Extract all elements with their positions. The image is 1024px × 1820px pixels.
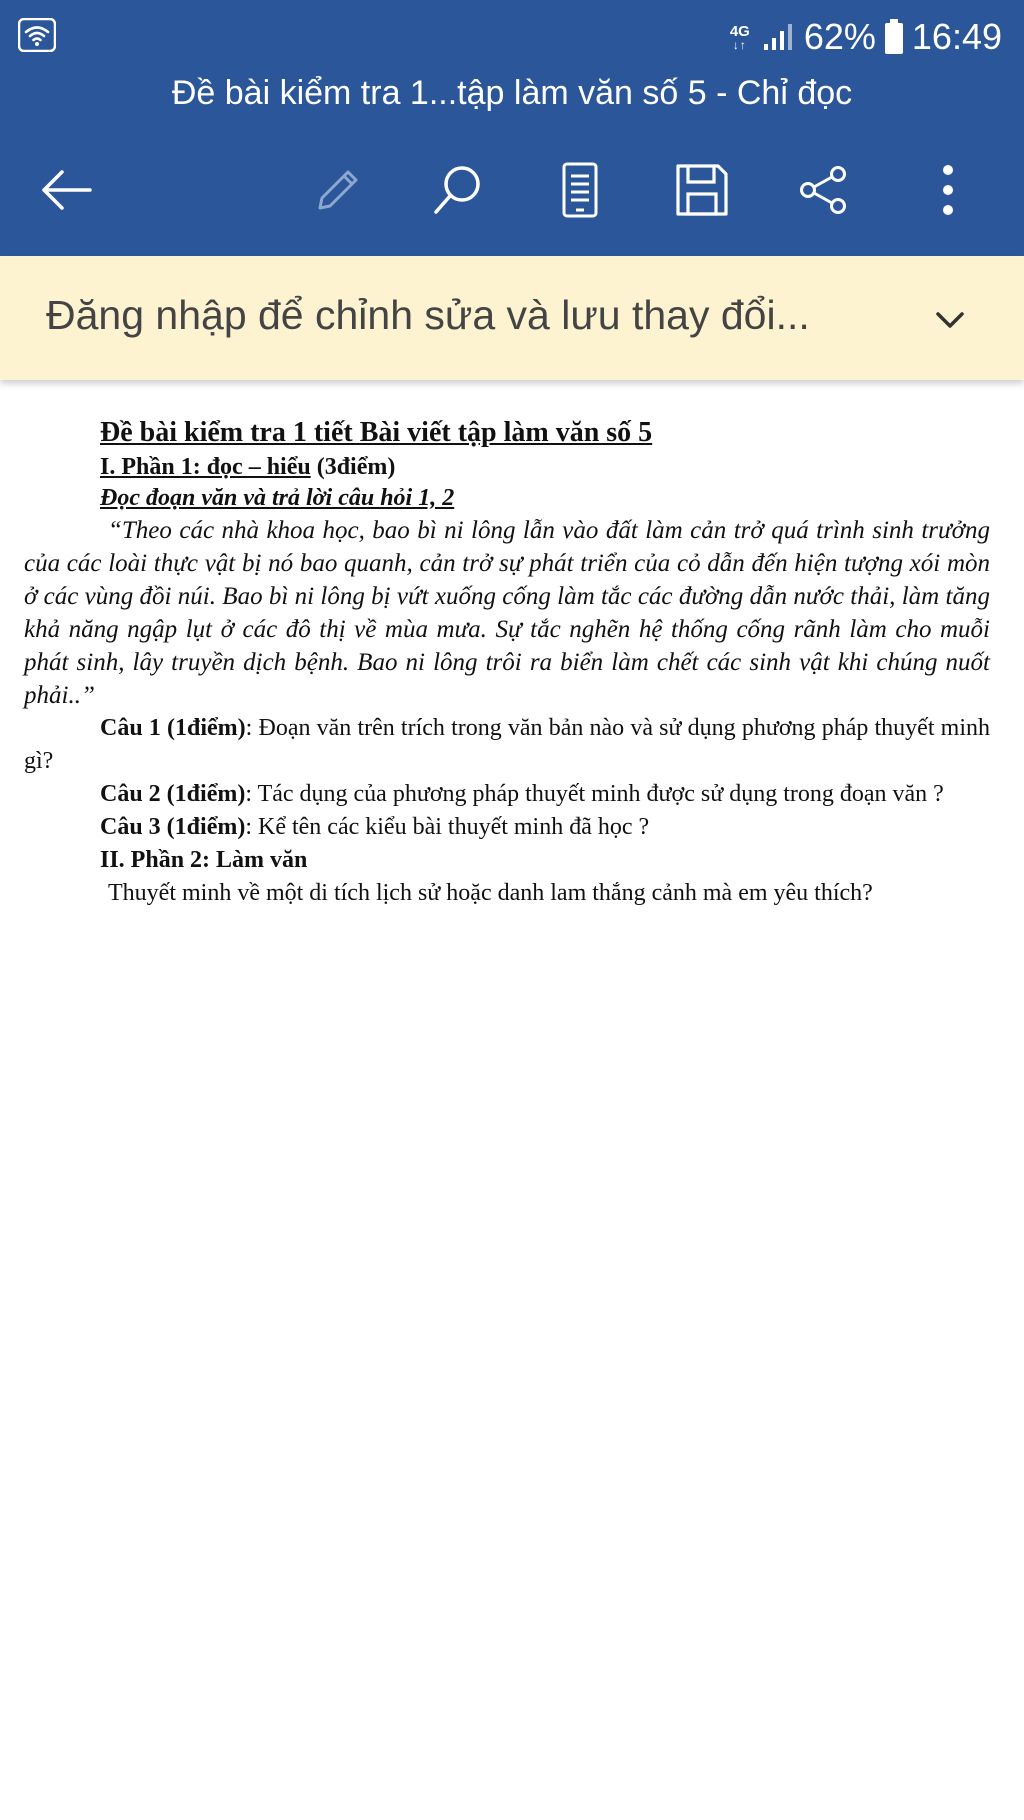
network-type [730,24,750,51]
edit-pencil-icon [308,162,364,218]
battery-icon [884,19,904,55]
more-options-icon [938,162,958,218]
document-content [24,414,990,910]
app-header [0,0,1024,256]
question-3-text: : Kể tên các kiểu bài thuyết minh đã học ? [245,814,650,840]
reading-view-icon [558,160,602,220]
battery-percent: 62% [803,16,876,57]
question-2-text: : Tác dụng của phương pháp thuyết minh được sử dụng trong đoạn văn ? [245,781,944,807]
more-options-button[interactable] [908,150,988,230]
question-1 [24,712,990,778]
signal-icon [762,22,796,52]
search-icon [428,160,488,220]
doc-heading: Đề bài kiểm tra 1 tiết Bài viết tập làm văn số 5 [100,417,653,448]
save-button[interactable] [662,150,742,230]
part1-heading [24,452,990,483]
question-2-label: Câu 2 (1điểm) [100,781,246,807]
edit-button[interactable] [296,150,376,230]
part1-points: (3điểm) [310,454,396,480]
essay-prompt: Thuyết minh về một di tích lịch sử hoặc danh lam thắng cảnh mà em yêu thích? [108,880,873,906]
status-indicators [730,12,1002,62]
sign-in-banner-text: Đăng nhập để chỉnh sửa và lưu thay đổi... [46,292,810,338]
question-1-label: Câu 1 (1điểm) [100,715,246,741]
share-button[interactable] [784,150,864,230]
sign-in-banner[interactable] [0,256,1024,380]
question-2 [24,778,990,811]
toolbar [0,150,1024,230]
share-icon [796,162,852,218]
back-arrow-icon [38,168,94,212]
reading-passage: “Theo các nhà khoa học, bao bì ni lông lẫn vào đất làm cản trở quá trình sinh trưởng của các loài thực vật bị nó bao quanh, cản trở sự phát triển của cỏ dẫn đến hiện tượng xói mòn ở các vùng đồi núi. Bao bì ni lông bị vứt xuống cống làm tắc các đường dẫn nước thải, làm tăng khả năng ngập lụt ở các đô thị về mùa mưa. Sự tắc nghẽn hệ thống cống rãnh làm cho muỗi phát sinh, lây truyền dịch bệnh. Bao ni lông trôi ra biển làm chết các sinh vật khi chúng nuốt phải..” [24,517,990,709]
clock: 16:49 [911,16,1002,57]
reading-instruction: Đọc đoạn văn và trả lời câu hỏi 1, 2 [100,485,455,511]
save-icon [674,162,730,218]
network-type-label: 4G [729,22,750,40]
part2-heading: II. Phần 2: Làm văn [100,847,308,873]
wifi-icon [18,18,56,52]
question-1-text: : Đoạn văn trên trích trong văn bản nào và sử dụng phương pháp thuyết minh gì? [24,715,991,774]
status-bar [0,0,1024,72]
part1-title: I. Phần 1: đọc – hiểu [100,454,311,480]
back-button[interactable] [26,150,106,230]
chevron-down-icon[interactable] [930,300,970,340]
search-button[interactable] [418,150,498,230]
data-arrows-icon: ↓↑ [732,37,747,52]
question-3 [24,811,990,844]
question-3-label: Câu 3 (1điểm) [100,814,246,840]
reading-view-button[interactable] [540,150,620,230]
document-title: Đề bài kiểm tra 1...tập làm văn số 5 - Chỉ đọc [171,74,853,112]
